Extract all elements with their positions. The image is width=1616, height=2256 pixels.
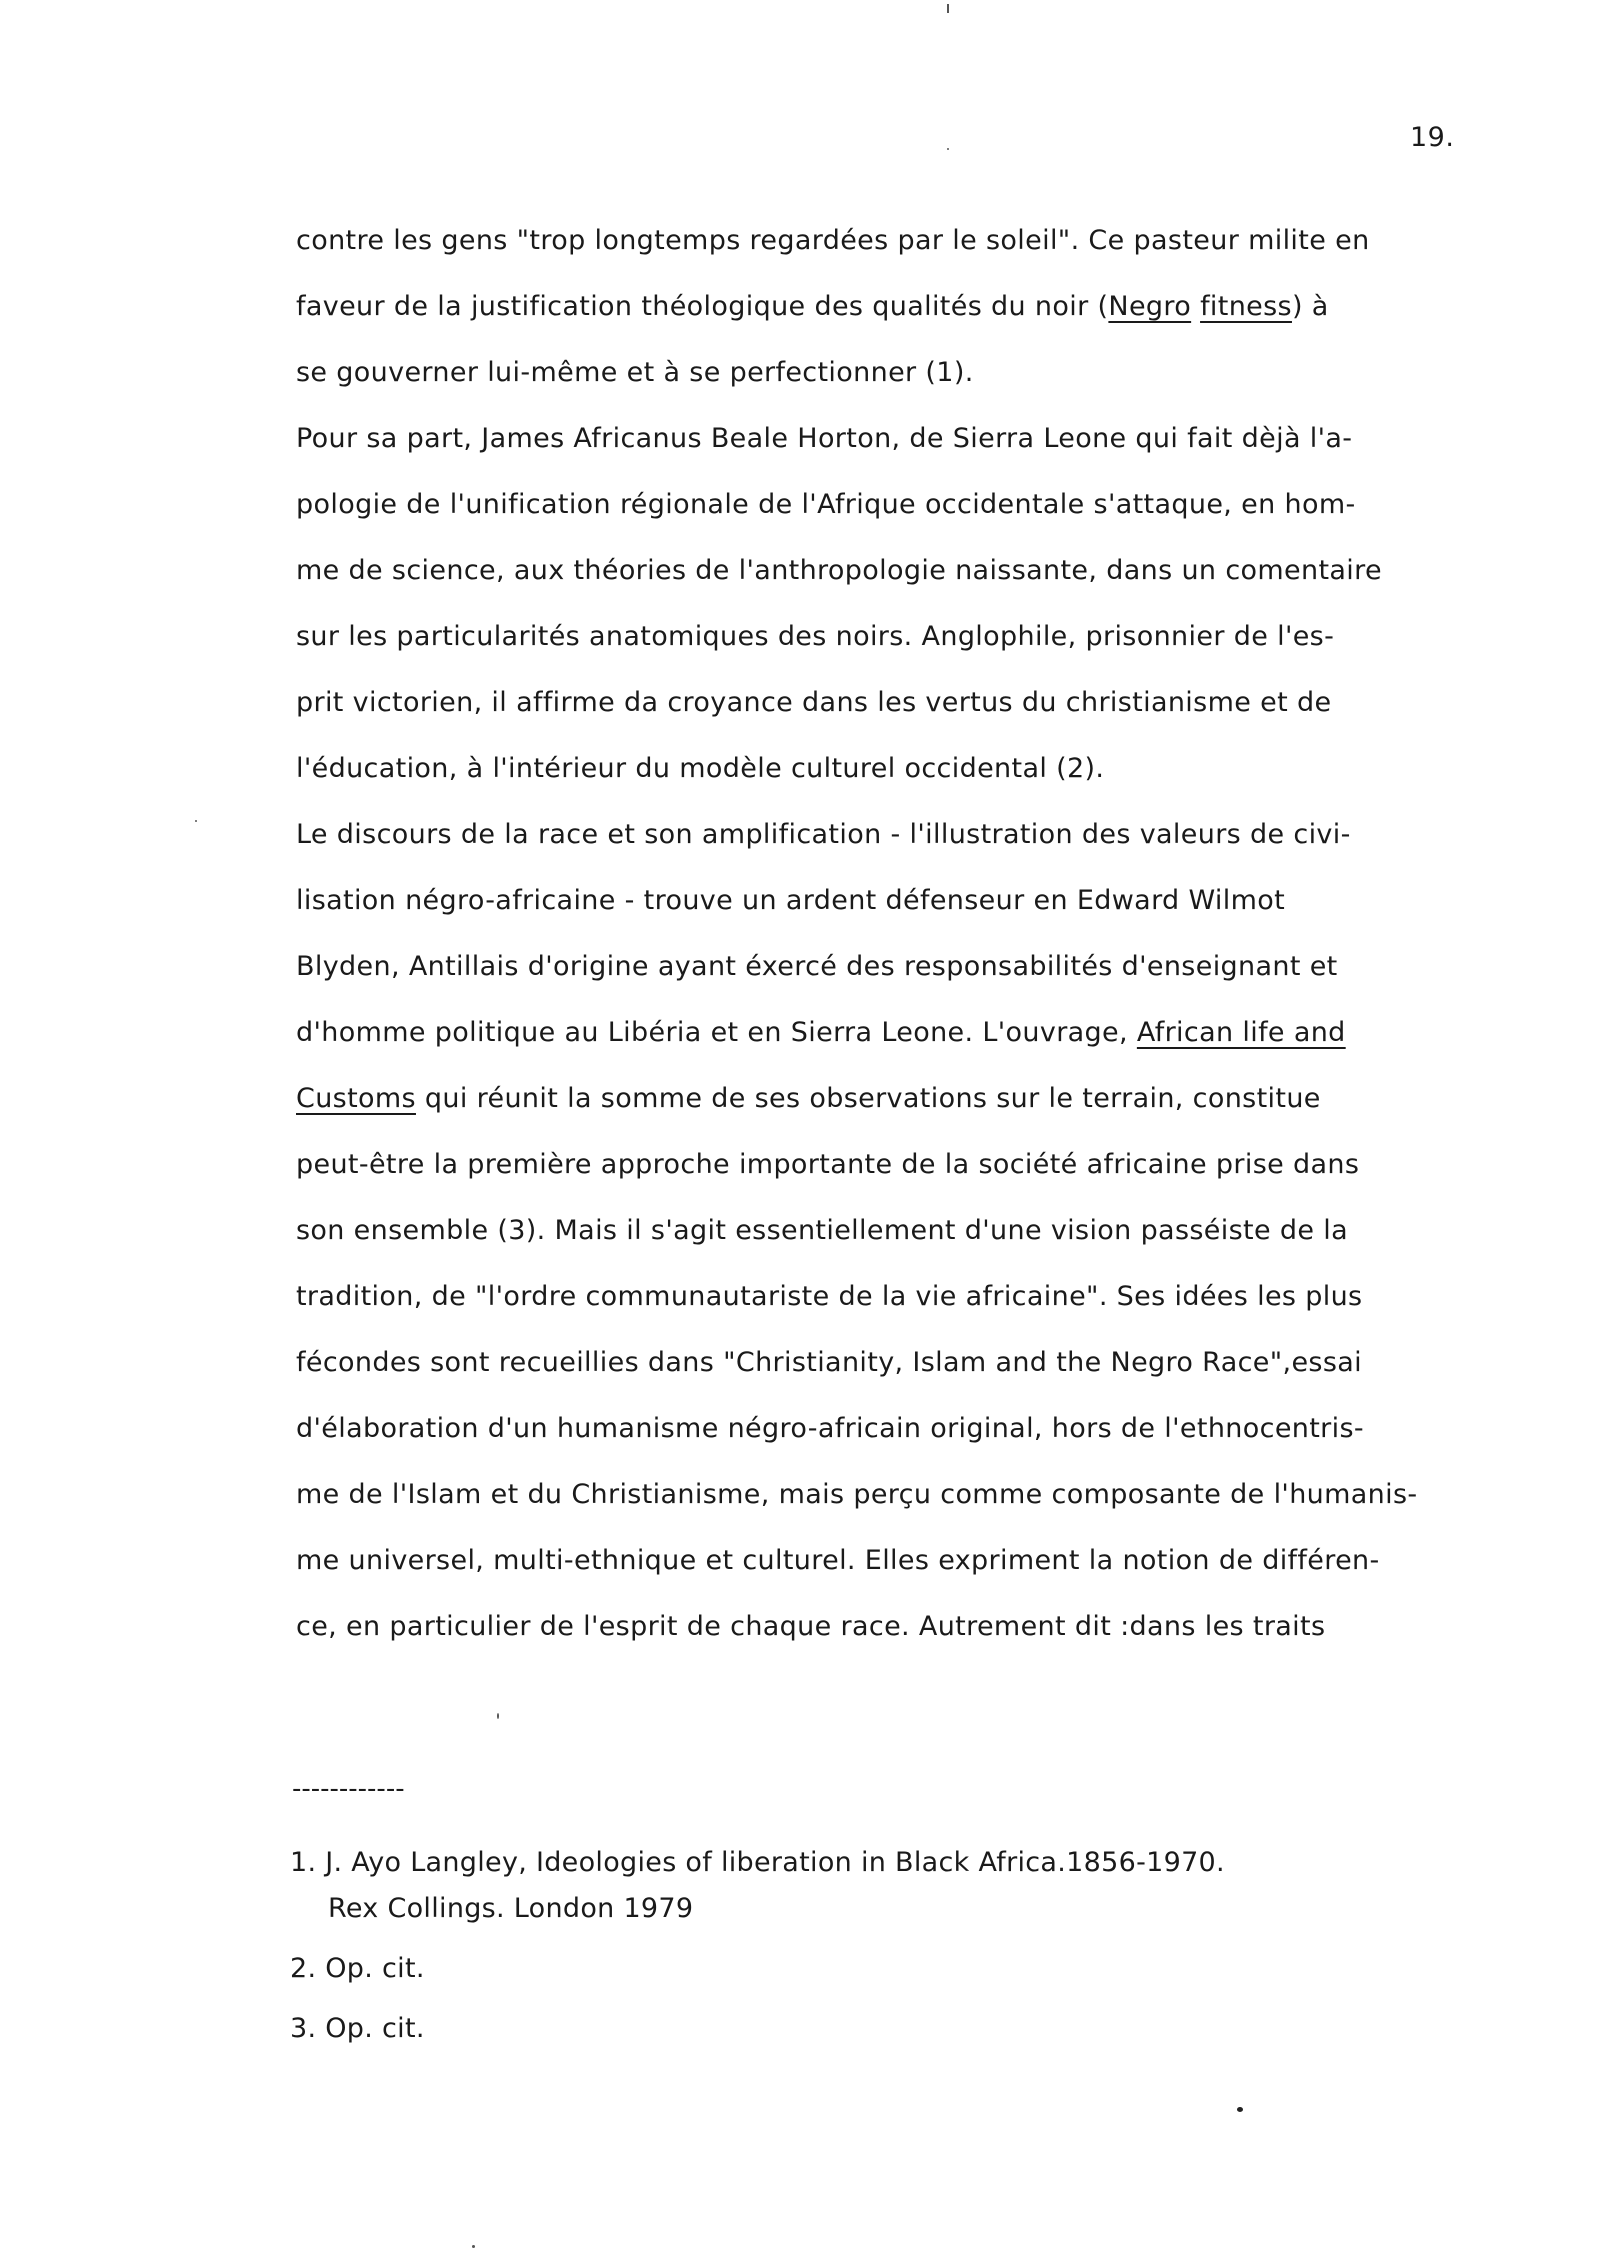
page-number: 19. (1410, 122, 1455, 153)
text-run: qui réunit la somme de ses observations sur le terrain, constitue (415, 1083, 1321, 1114)
text-line (296, 1066, 1492, 1132)
footnote-line: 2. Op. cit. (290, 1953, 425, 1984)
body-text (296, 208, 1492, 1660)
text-run: Blyden, Antillais d'origine ayant éxercé des responsabilités d'enseignant et (296, 951, 1338, 982)
text-run: sur les particularités anatomiques des noirs. Anglophile, prisonnier de l'es- (296, 621, 1335, 652)
text-line (296, 934, 1492, 1000)
paragraph (296, 802, 1492, 1660)
text-run: se gouverner lui-même et à se perfectionner (1). (296, 357, 974, 388)
text-line (296, 1264, 1492, 1330)
scan-speck (947, 4, 949, 13)
underlined-title: Negro (1108, 291, 1192, 322)
text-run: fécondes sont recueillies dans "Christianity, Islam and the Negro Race",essai (296, 1347, 1362, 1378)
text-line (296, 340, 1492, 406)
text-line (296, 1330, 1492, 1396)
scan-speck (195, 820, 197, 822)
paragraph (296, 208, 1492, 406)
underlined-title: fitness (1200, 291, 1292, 322)
text-run: me de science, aux théories de l'anthropologie naissante, dans un comentaire (296, 555, 1382, 586)
footnote-line: 1. J. Ayo Langley, Ideologies of liberation in Black Africa.1856-1970. (290, 1847, 1225, 1878)
text-line (296, 1462, 1492, 1528)
text-line (296, 1396, 1492, 1462)
underlined-title: African life and (1136, 1017, 1346, 1048)
text-run: d'élaboration d'un humanisme négro-africain original, hors de l'ethnocentris- (296, 1413, 1364, 1444)
text-run: ) à (1291, 291, 1329, 322)
text-line (296, 670, 1492, 736)
footnote (290, 1840, 1490, 1932)
text-line (296, 406, 1492, 472)
text-run: me de l'Islam et du Christianisme, mais perçu comme composante de l'humanis- (296, 1479, 1418, 1510)
text-line (296, 1528, 1492, 1594)
footnote-line: Rex Collings. London 1979 (328, 1893, 694, 1924)
footnotes (290, 1840, 1490, 2052)
text-line (296, 802, 1492, 868)
text-run (1191, 291, 1200, 322)
text-run: contre les gens "trop longtemps regardées par le soleil". Ce pasteur milite en (296, 225, 1370, 256)
text-run: faveur de la justification théologique des qualités du noir ( (296, 291, 1109, 322)
footnote (290, 1946, 1490, 1992)
text-line (296, 208, 1492, 274)
text-run: Le discours de la race et son amplification - l'illustration des valeurs de civi- (296, 819, 1351, 850)
text-line (296, 604, 1492, 670)
scan-speck (472, 2245, 475, 2248)
text-line (296, 1594, 1492, 1660)
text-line (296, 472, 1492, 538)
text-line (296, 1000, 1492, 1066)
text-run: Pour sa part, James Africanus Beale Horton, de Sierra Leone qui fait dèjà l'a- (296, 423, 1353, 454)
scan-speck (497, 1713, 499, 1719)
text-run: l'éducation, à l'intérieur du modèle culturel occidental (2). (296, 753, 1105, 784)
text-run: son ensemble (3). Mais il s'agit essentiellement d'une vision passéiste de la (296, 1215, 1348, 1246)
text-run: tradition, de "l'ordre communautariste de la vie africaine". Ses idées les plus (296, 1281, 1363, 1312)
text-run: pologie de l'unification régionale de l'Afrique occidentale s'attaque, en hom- (296, 489, 1356, 520)
text-run: d'homme politique au Libéria et en Sierra Leone. L'ouvrage, (296, 1017, 1137, 1048)
text-line (296, 1198, 1492, 1264)
text-run: ce, en particulier de l'esprit de chaque race. Autrement dit :dans les traits (296, 1611, 1326, 1642)
text-line (296, 274, 1492, 340)
text-line (296, 736, 1492, 802)
scan-speck (947, 148, 949, 150)
text-run: peut-être la première approche importante de la société africaine prise dans (296, 1149, 1360, 1180)
text-line (296, 538, 1492, 604)
text-run: prit victorien, il affirme da croyance dans les vertus du christianisme et de (296, 687, 1332, 718)
text-line (296, 868, 1492, 934)
paragraph (296, 406, 1492, 802)
text-line (296, 1132, 1492, 1198)
footnote-line: 3. Op. cit. (290, 2013, 425, 2044)
footnote (290, 2006, 1490, 2052)
text-run: me universel, multi-ethnique et culturel. Elles expriment la notion de différen- (296, 1545, 1380, 1576)
footnote-separator: ------------ (292, 1774, 405, 1804)
scan-speck (1237, 2107, 1243, 2112)
underlined-title: Customs (296, 1083, 416, 1114)
text-run: lisation négro-africaine - trouve un ardent défenseur en Edward Wilmot (296, 885, 1286, 916)
